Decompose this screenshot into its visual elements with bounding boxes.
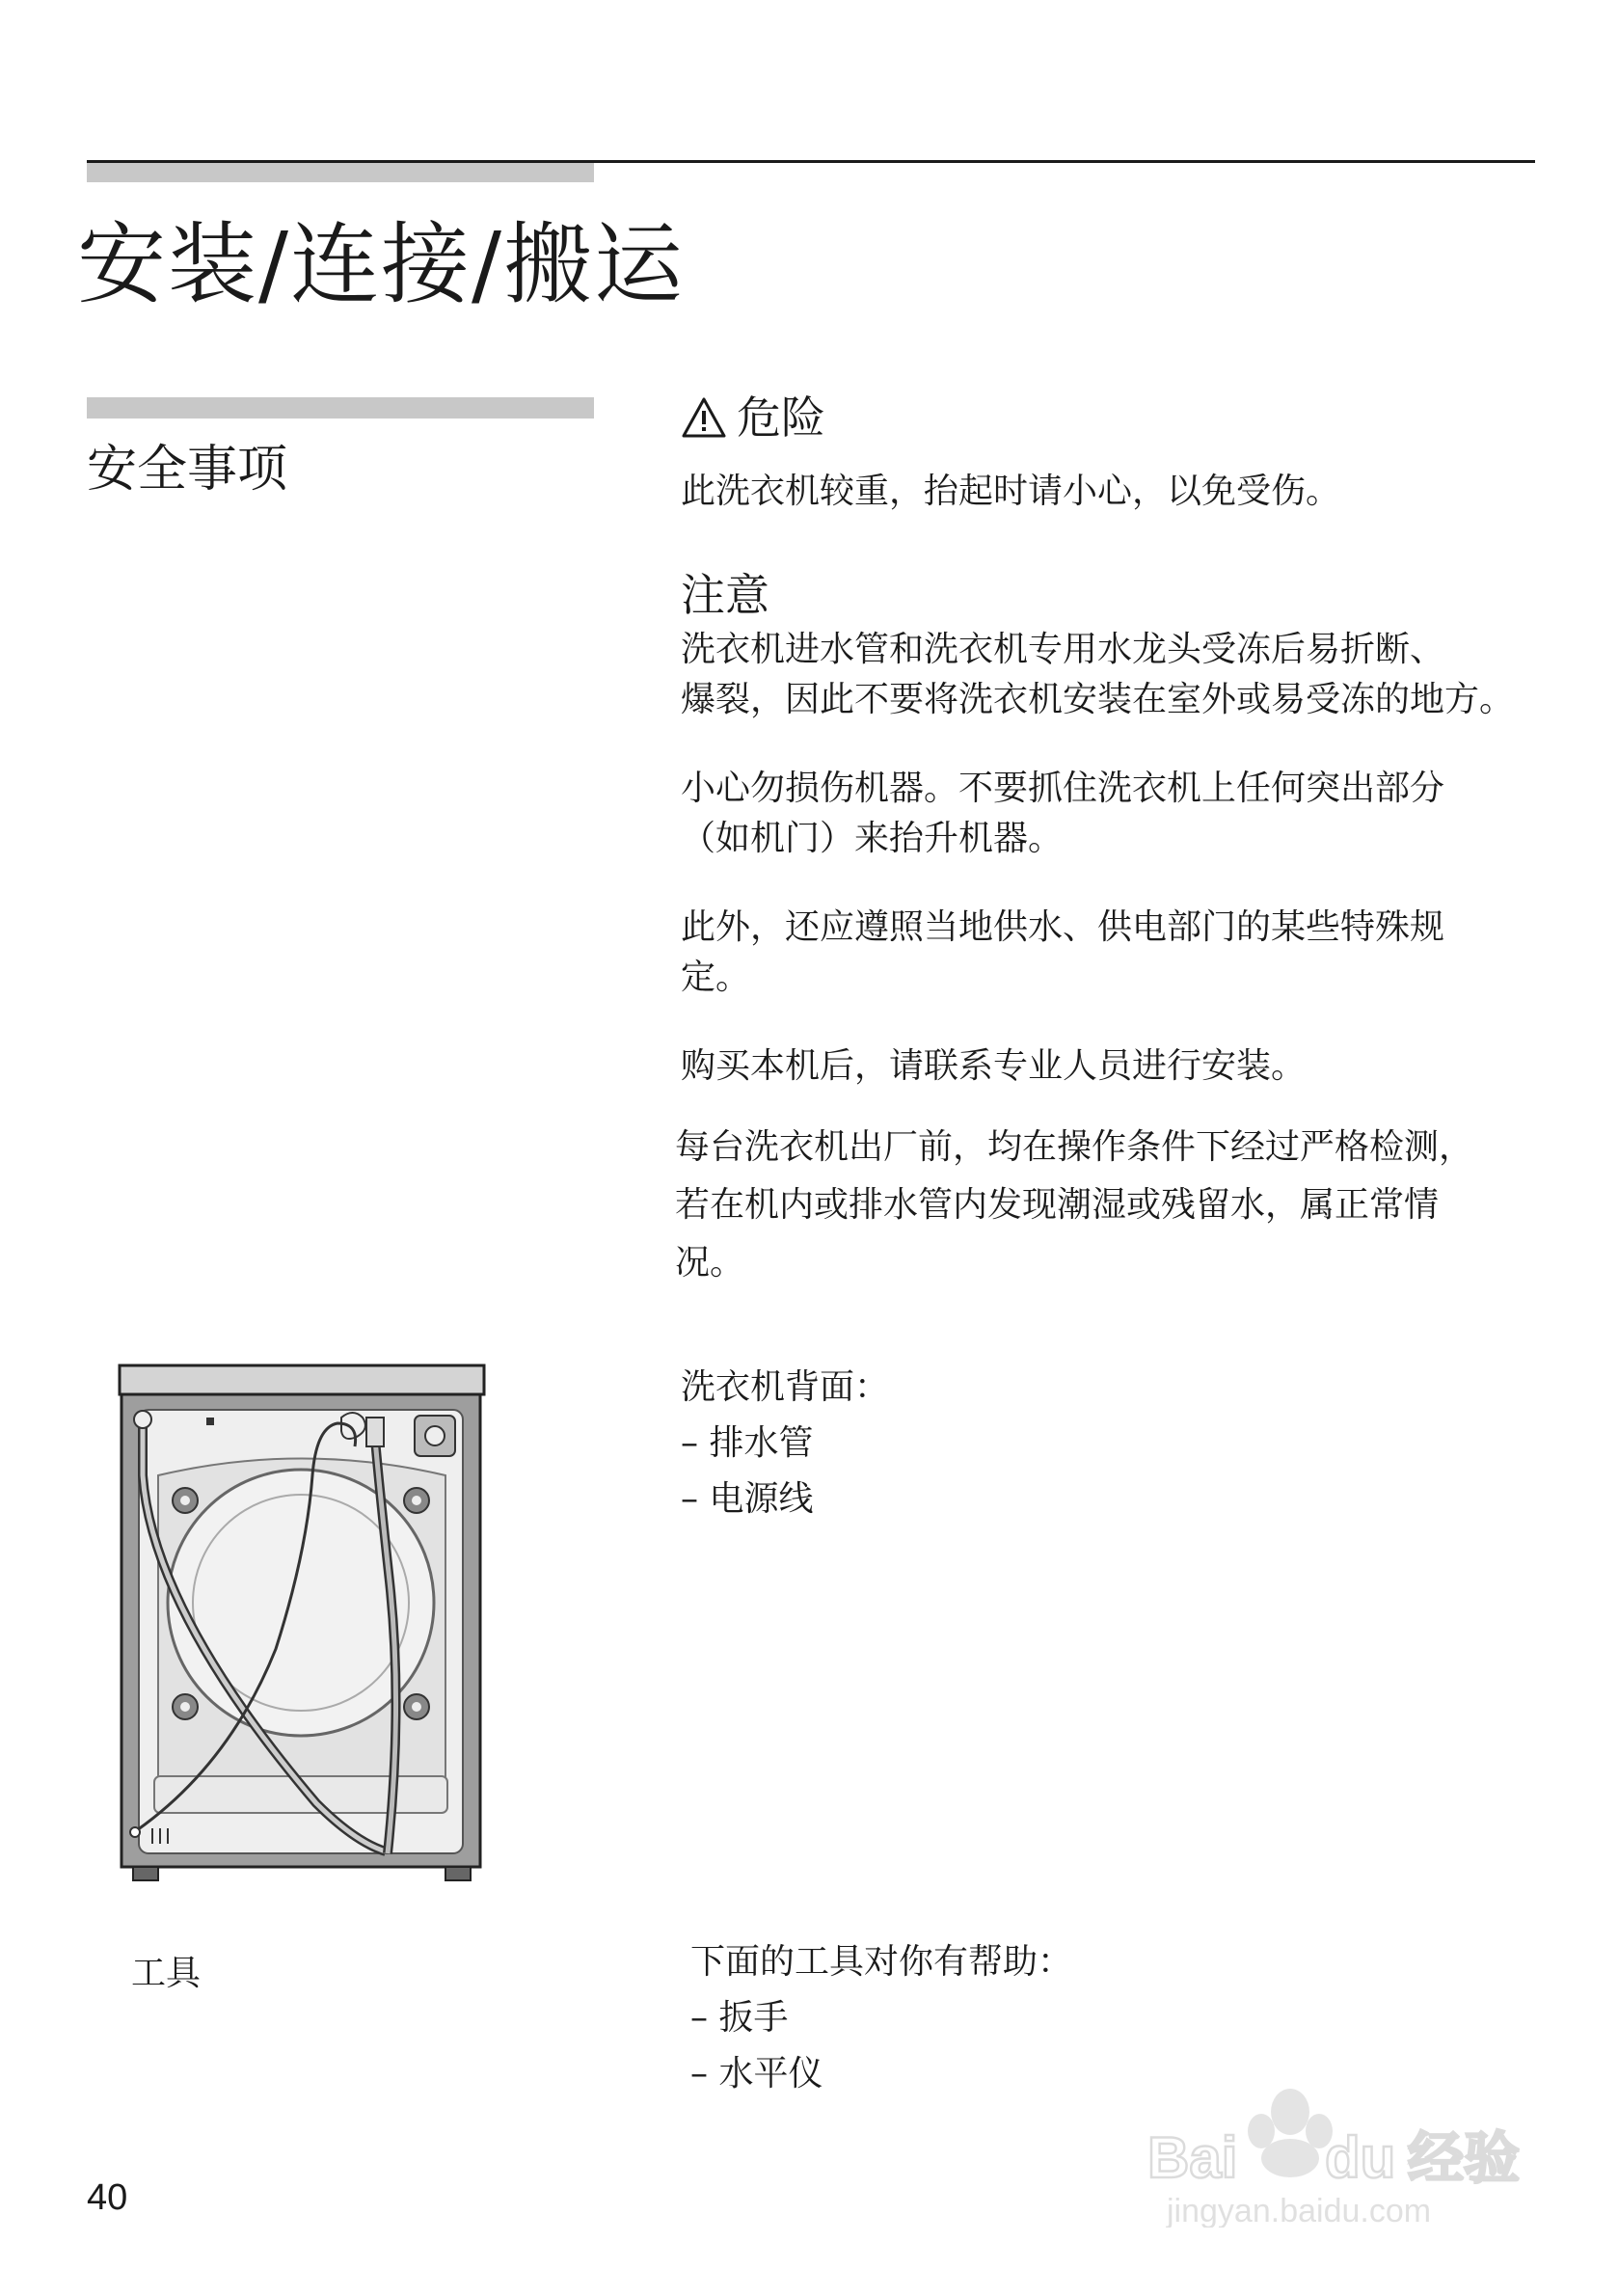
- text-line: 小心勿损伤机器。不要抓住洗衣机上任何突出部分: [681, 769, 1445, 808]
- text-line: 每台洗衣机出厂前，均在操作条件下经过严格检测，: [675, 1127, 1474, 1167]
- watermark-brand-cn: 经验: [1408, 2127, 1521, 2190]
- text-line: 定。: [681, 958, 751, 997]
- tools-label: 工具: [131, 1954, 202, 1993]
- watermark-url: jingyan.baidu.com: [1167, 2193, 1432, 2228]
- caution-paragraph-2: [681, 764, 1444, 864]
- watermark-brand: Bai: [1147, 2125, 1238, 2190]
- warning-triangle-icon: [681, 396, 727, 439]
- back-panel-description: [681, 1360, 889, 1527]
- text-line: 况。: [675, 1243, 745, 1283]
- danger-heading-label: 危险: [737, 392, 825, 444]
- danger-text: 此洗衣机较重，抬起时请小心，以免受伤。: [681, 472, 1341, 511]
- text-line: 洗衣机背面：: [681, 1367, 890, 1407]
- text-line: 洗衣机进水管和洗衣机专用水龙头受冻后易折断、: [681, 630, 1445, 669]
- danger-heading: [681, 389, 825, 446]
- caution-heading: 注意: [681, 569, 769, 621]
- text-line: 爆裂，因此不要将洗衣机安装在室外或易受冻的地方。: [681, 680, 1515, 719]
- caution-paragraph-1: [681, 625, 1514, 725]
- text-line: – 排水管: [681, 1423, 814, 1463]
- header-band: [87, 163, 594, 182]
- text-line: （如机门）来抬升机器。: [681, 819, 1064, 858]
- text-line: 购买本机后，请联系专业人员进行安装。: [681, 1046, 1307, 1086]
- tools-list: [690, 1934, 1072, 2102]
- text-line: – 扳手: [690, 1998, 789, 2038]
- section-band: [87, 397, 594, 419]
- page-title: 安装/连接/搬运: [77, 213, 685, 316]
- caution-paragraph-5: [675, 1119, 1473, 1292]
- section-title: 安全事项: [87, 441, 288, 499]
- page-number: 40: [87, 2177, 128, 2218]
- washing-machine-back-illustration: [114, 1360, 490, 1886]
- text-line: 此外，还应遵照当地供水、供电部门的某些特殊规: [681, 907, 1445, 947]
- baidu-watermark: [1147, 2054, 1533, 2228]
- caution-paragraph-3: [681, 903, 1444, 1003]
- text-line: 若在机内或排水管内发现潮湿或残留水，属正常情: [675, 1185, 1440, 1225]
- caution-paragraph-4: [681, 1041, 1306, 1092]
- watermark-brand-b: du: [1325, 2125, 1396, 2190]
- text-line: – 水平仪: [690, 2054, 823, 2093]
- text-line: – 电源线: [681, 1479, 814, 1519]
- text-line: 下面的工具对你有帮助：: [690, 1942, 1073, 1982]
